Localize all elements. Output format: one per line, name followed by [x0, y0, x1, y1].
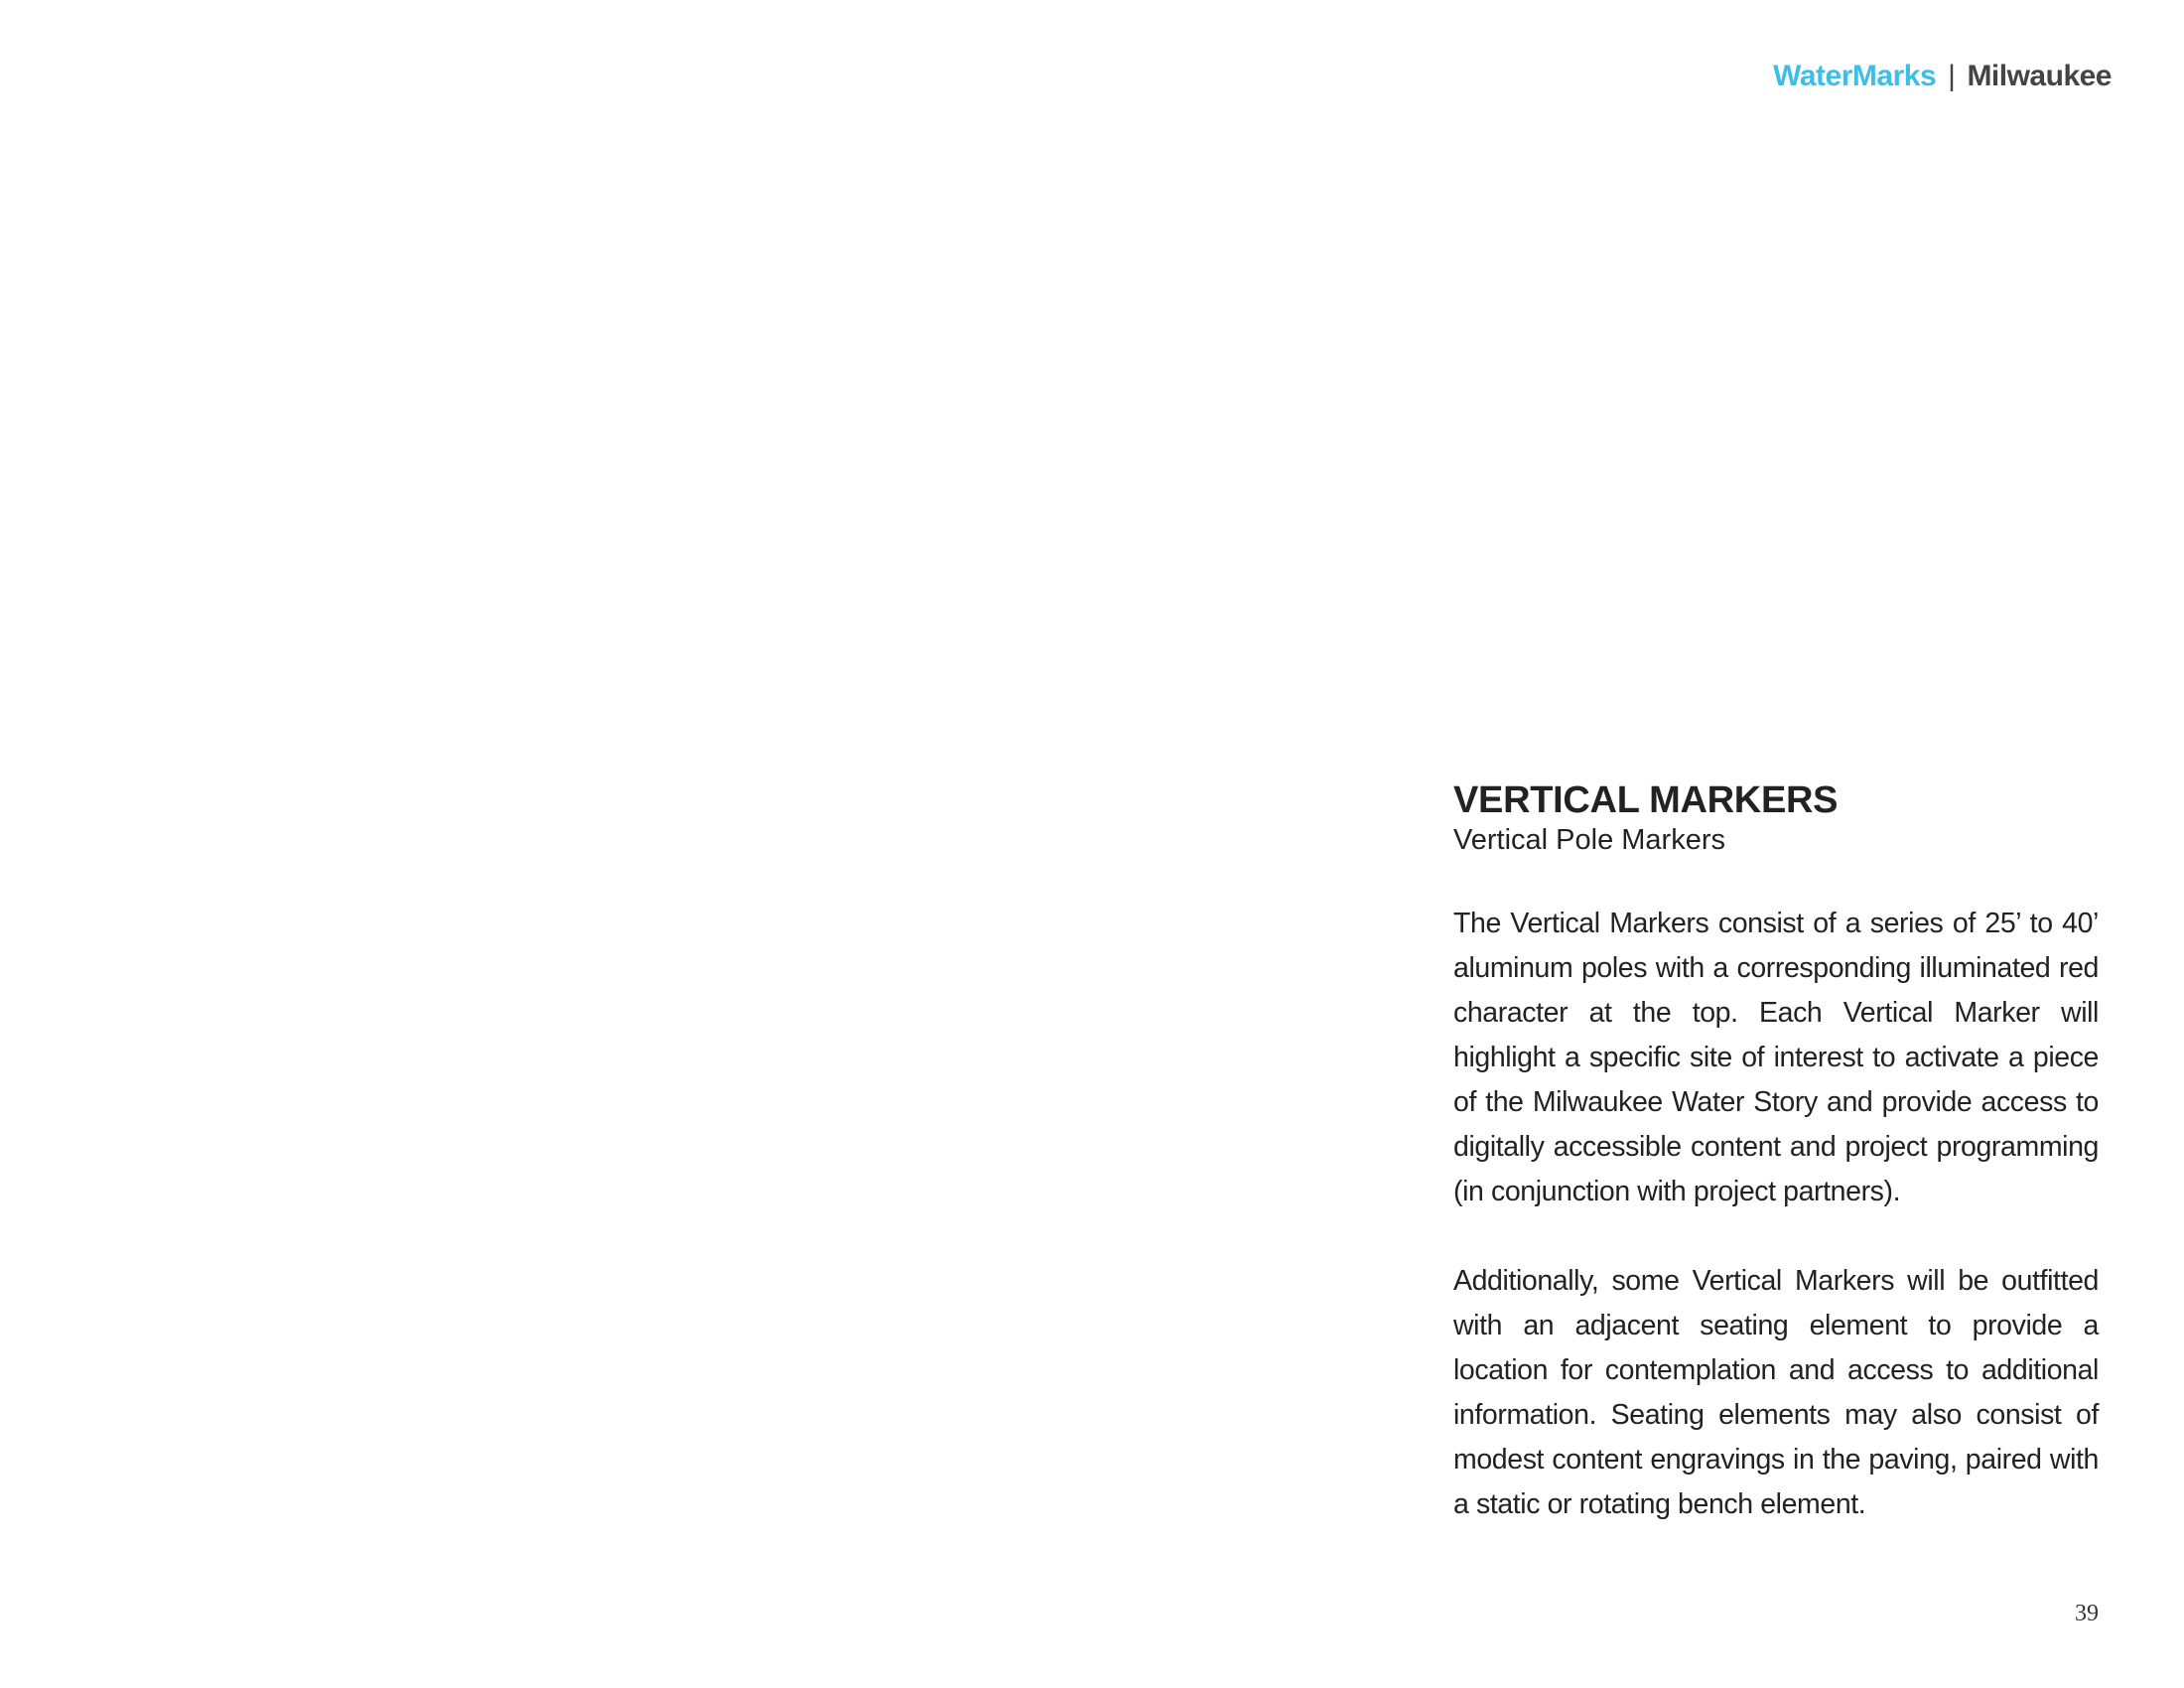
- brand-name: WaterMarks: [1773, 60, 1937, 92]
- body-paragraph-2: Additionally, some Vertical Markers will be outfitted with an adjacent seating element to provide a location for contemplation and access to additional information. Seating elements may also consist of modest content engravings in the paving, paired with a static or rotating bench element.: [1453, 1265, 2099, 1520]
- page-header: [1773, 60, 2112, 93]
- city-name: Milwaukee: [1967, 60, 2112, 92]
- section-content: [1453, 780, 2099, 1527]
- page-number: 39: [2075, 1601, 2099, 1626]
- body-paragraph-1: The Vertical Markers consist of a series of 25’ to 40’ aluminum poles with a corresponding illuminated red character at the top. Each Vertical Marker will highlight a specific site of interest to activate a piece of the Milwaukee Water Story and provide access to digitally accessible content and project programming (in conjunction with project partners).: [1453, 908, 2099, 1207]
- header-separator: |: [1948, 60, 1956, 92]
- section-title: VERTICAL MARKERS: [1453, 779, 1839, 821]
- section-subtitle: Vertical Pole Markers: [1453, 824, 1725, 856]
